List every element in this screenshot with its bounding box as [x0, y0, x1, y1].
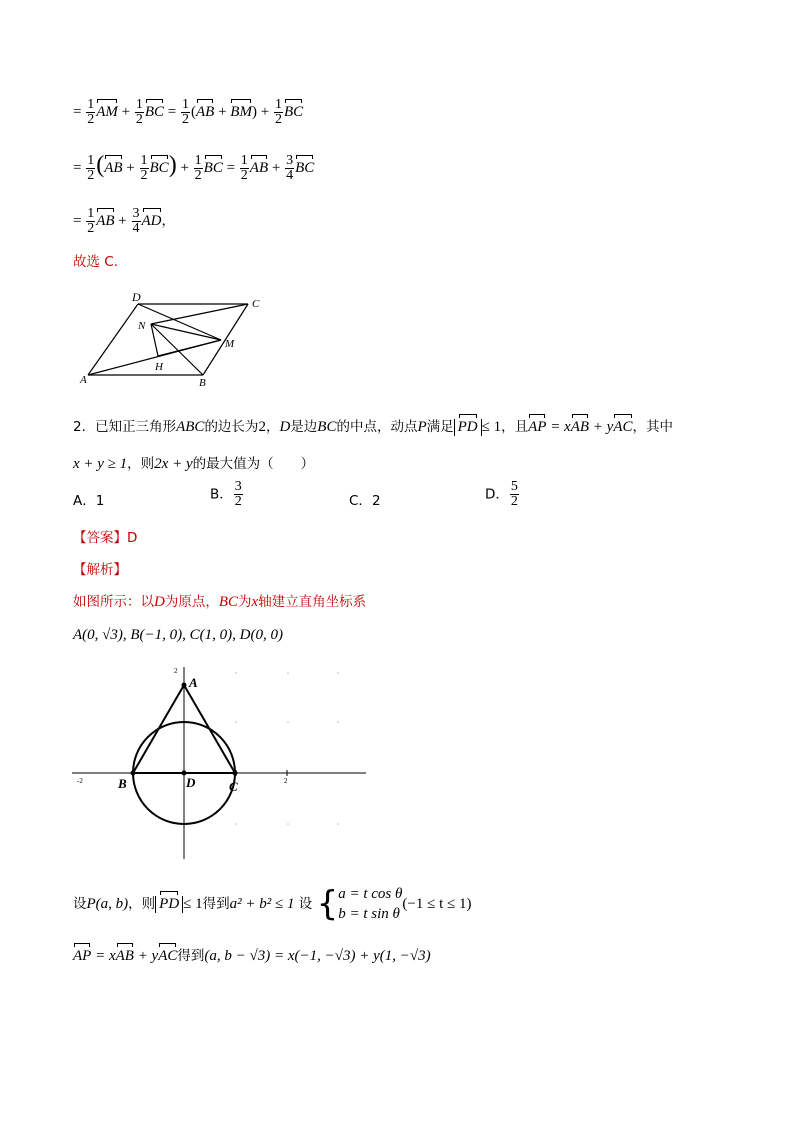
derivation-line-3: = $\frac{1}{2}$ AB + $\frac{3}{4}$ AD， [73, 206, 176, 236]
coordinate-figure [68, 663, 374, 863]
seg-dm [138, 304, 221, 340]
option-a[interactable]: A．1 [73, 493, 105, 509]
point-A [182, 683, 187, 688]
label-B: B [199, 377, 206, 389]
label-C: C [252, 298, 260, 310]
label-N: N [138, 320, 146, 332]
steps-line-1: 设P(a, b)，则 PD ≤ 1得到a² + b² ≤ 1 设 { a = t cos θ b = t sin θ (−1 ≤ t ≤ 1) [73, 884, 472, 924]
label-B: B [118, 776, 127, 791]
seg-nh [151, 324, 158, 356]
option-b[interactable]: B． $\frac{3}{2}$ [210, 479, 242, 509]
seg-nc [151, 304, 248, 324]
option-d[interactable]: D． $\frac{5}{2}$ [485, 479, 518, 509]
tri-side-ac [184, 685, 235, 773]
analysis-line-1: 如图所示：以D为原点，BC为x轴建立直角坐标系 [73, 594, 367, 610]
analysis-coords: A(0, √3), B(−1, 0), C(1, 0), D(0, 0) [73, 627, 283, 643]
conclusion-text: 故选 C． [73, 254, 128, 270]
derivation-line-2: = $\frac{1}{2}$ (AB + $\frac{1}{2}$ BC) + $\frac{1}{2}$ BC = $\frac{1}{2}$ AB + $\frac{3}{4}$ BC [73, 152, 315, 184]
option-c[interactable]: C．2 [349, 493, 381, 509]
label-C: C [229, 779, 238, 794]
label-H: H [155, 361, 163, 373]
tick-x-neg2: -2 [77, 777, 83, 785]
grid-dots [235, 672, 339, 825]
point-C [233, 771, 238, 776]
label-D: D [186, 775, 196, 790]
label-D: D [132, 290, 141, 304]
question-2-line-1: 2．已知正三角形ABC的边长为2，D是边BC的中点，动点P满足 PD ≤ 1，且AP = xAB + yAC，其中 [73, 419, 673, 435]
derivation-line-1: = $\frac{1}{2}$ AM + $\frac{1}{2}$ BC = $\frac{1}{2}$ (AB + BM) + $\frac{1}{2}$ BC [73, 97, 304, 127]
answer-line: 【答案】D [73, 530, 138, 546]
question-2-line-2: x + y ≥ 1，则2x + y的最大值为（ ） [73, 456, 315, 472]
tick-x2: 2 [284, 777, 288, 785]
label-M: M [225, 338, 235, 350]
analysis-tag: 【解析】 [73, 562, 127, 578]
tick-y2: 2 [174, 667, 178, 675]
label-A: A [80, 374, 87, 386]
seg-nm [151, 324, 221, 340]
seg-hm [158, 340, 221, 356]
parallelogram-figure [78, 290, 278, 390]
label-A: A [189, 675, 198, 690]
tri-side-ab [133, 685, 184, 773]
point-B [131, 771, 136, 776]
steps-line-2: AP = xAB + yAC得到(a, b − √3) = x(−1, −√3) + y(1, −√3) [73, 948, 431, 964]
